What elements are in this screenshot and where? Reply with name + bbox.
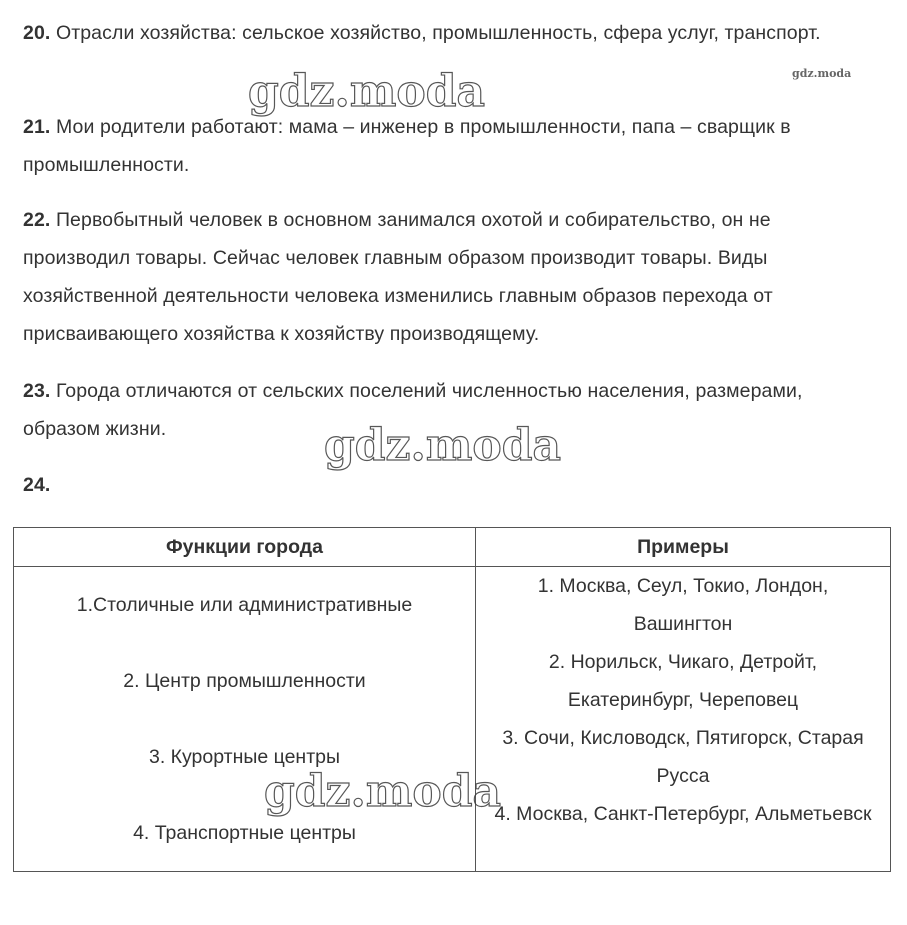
table-row	[14, 567, 891, 872]
functions-cell	[14, 567, 476, 872]
watermark: gdz.moda	[264, 766, 502, 817]
watermark: gdz.moda	[324, 420, 562, 471]
answer-20	[23, 14, 883, 52]
answer-text: Города отличаются от сельских поселений численностью населения, размерами, образом жизни.	[23, 380, 803, 440]
answer-number: 21.	[23, 116, 51, 138]
answer-number: 22.	[23, 209, 51, 231]
city-functions-table	[13, 527, 891, 872]
table-header-row	[14, 528, 891, 567]
list-item: 2. Норильск, Чикаго, Детройт, Екатеринбург, Череповец	[548, 651, 818, 711]
answer-text: Мои родители работают: мама – инженер в промышленности, папа – сварщик в промышленности.	[23, 116, 791, 176]
answer-24	[23, 466, 883, 504]
answer-21	[23, 108, 883, 184]
watermark-small: gdz.moda	[792, 67, 852, 80]
examples-list	[488, 567, 878, 871]
list-item: 1.Столичные или административные	[76, 594, 413, 616]
answer-number: 23.	[23, 380, 51, 402]
list-item: 2. Центр промышленности	[123, 670, 366, 692]
answer-number: 20.	[23, 22, 51, 44]
table-header-examples: Примеры	[476, 528, 891, 567]
list-item: 1. Москва, Сеул, Токио, Лондон, Вашингтон	[537, 575, 829, 635]
answer-text: Отрасли хозяйства: сельское хозяйство, промышленность, сфера услуг, транспорт.	[50, 22, 821, 44]
table-header-functions: Функции города	[14, 528, 476, 567]
list-item: 4. Транспортные центры	[133, 822, 356, 844]
functions-list	[26, 567, 463, 871]
answer-number: 24.	[23, 474, 51, 496]
list-item: 3. Сочи, Кисловодск, Пятигорск, Старая Русса	[502, 727, 864, 787]
list-item: 3. Курортные центры	[148, 746, 340, 768]
examples-cell	[476, 567, 891, 872]
list-item: 4. Москва, Санкт-Петербург, Альметьевск	[494, 803, 872, 825]
answer-text: Первобытный человек в основном занимался охотой и собирательство, он не производил товары. Сейчас человек главным образом производит товары. Виды хозяйственной деятельности человека изменились главным образов перехода от присваивающего хозяйства к хозяйству производящему.	[23, 209, 773, 345]
watermark: gdz.moda	[248, 66, 486, 117]
answer-22	[23, 201, 883, 353]
